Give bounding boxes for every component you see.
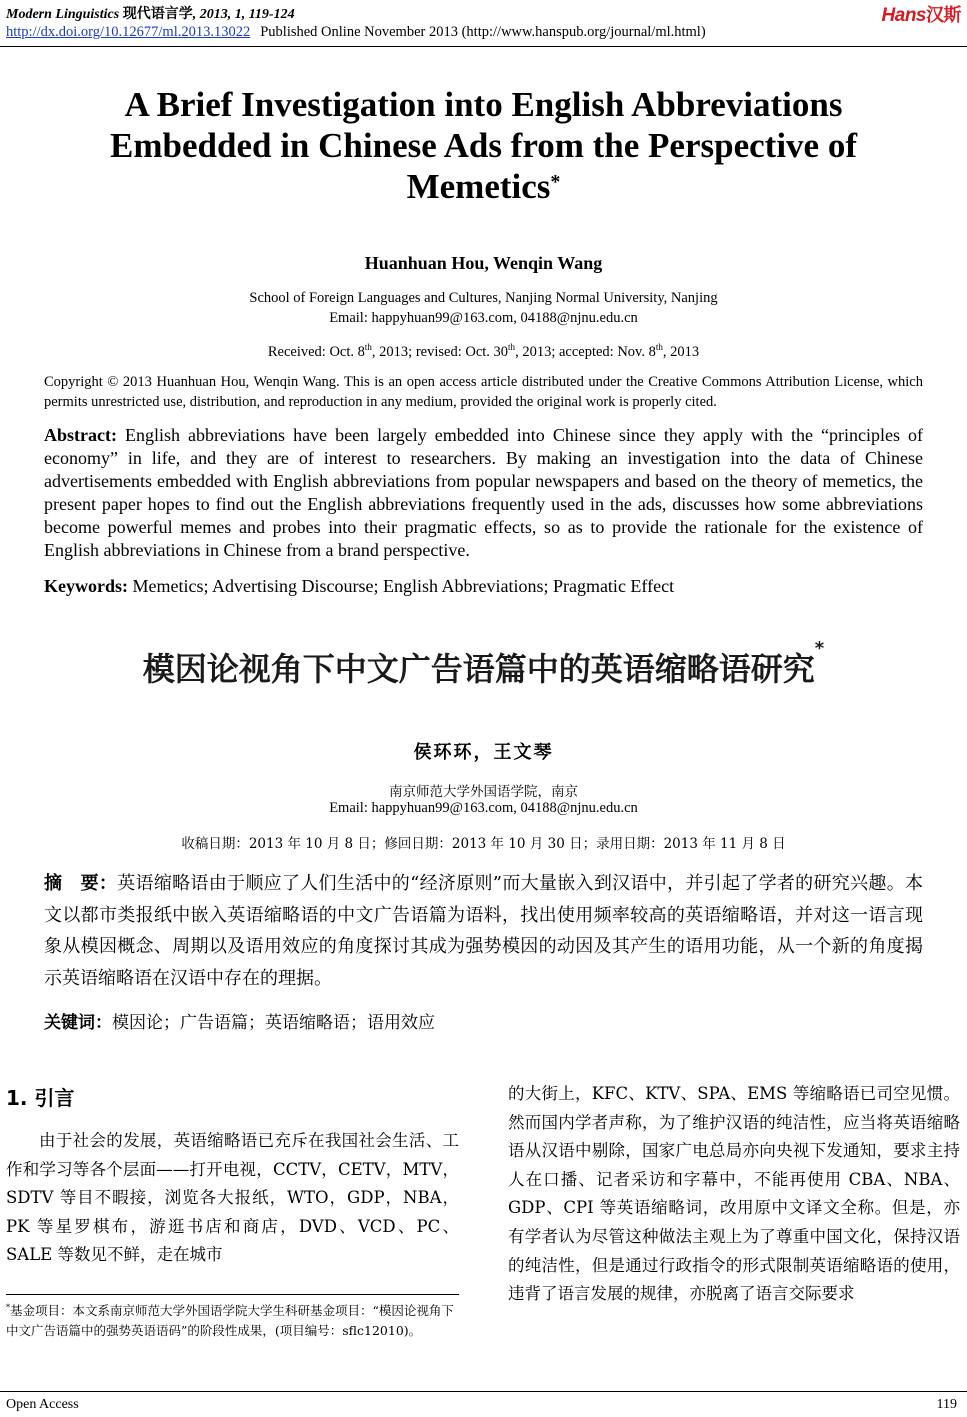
hans-logo [882,1,961,27]
published-online: Published Online November 2013 (http://www.hanspub.org/journal/ml.html) [260,24,706,40]
abstract-text: English abbreviations have been largely embedded into Chinese since they apply with the “principles of economy” in life, and they are of interest to researchers. By making an investigation into the data of Chinese advertisements embedded with English abbreviations from popular newspapers and based on the theory of memetics, the present paper hopes to find out the English abbreviations frequently used in the ads, discusses how some abbreviations become powerful memes and probes into their pragmatic effects, so as to provide the rationale for the existence of English abbreviations in Chinese from a brand perspective. [44,425,923,561]
keywords-label: Keywords: [44,576,128,596]
journal-name-cn: 现代语言学 [122,7,193,22]
title-line-3 [40,166,927,207]
chinese-keywords-text: 模因论；广告语篇；英语缩略语；语用效应 [112,1013,435,1033]
page-number: 119 [936,1397,957,1412]
title-line-3-text: Memetics [406,167,551,206]
chinese-keywords [44,1008,923,1033]
date-suffix: th [655,342,663,352]
date-suffix: th [508,342,516,352]
keywords-text: Memetics; Advertising Discourse; English Abbreviations; Pragmatic Effect [128,576,675,596]
chinese-dates: 收稿日期：2013 年 10 月 8 日；修回日期：2013 年 10 月 30 日；录用日期：2013 年 11 月 8 日 [181,836,786,852]
body-column-right: 的大街上，KFC、KTV、SPA、EMS 等缩略语已司空见惯。然而国内学者声称，为了维护汉语的纯洁性，应当将英语缩略语从汉语中剔除，国家广电总局亦向央视下发通知，要求主持人在口播、记者采访和字幕中，不能再使用 CBA、NBA、GDP、CPI 等英语缩略词，改用原中文译文全称。但是，亦有学者认为尽管这种做法主观上为了尊重中国文化，保持汉语的纯洁性，但是通过行政指令的形式限制英语缩略语的使用，违背了语言发展的规律，亦脱离了语言交际要求 [508,1084,960,1304]
chinese-abstract [44,868,923,994]
chinese-title [0,638,967,690]
footnote [6,1298,459,1341]
date-year: , 2013 [662,343,700,360]
authors: Huanhuan Hou, Wenqin Wang [364,253,603,273]
chinese-title-mark: * [814,638,825,659]
chinese-abstract-label: 摘 要： [44,873,118,894]
section-heading: 1. 引言 [6,1086,75,1110]
title-line-2: Embedded in Chinese Ads from the Perspective of [110,126,857,165]
keywords [44,576,923,597]
chinese-authors: 侯环环，王文琴 [413,742,554,763]
title-line-1: A Brief Investigation into English Abbreviations [124,85,843,124]
abstract-label: Abstract: [44,425,117,445]
chinese-abstract-text: 英语缩略语由于顺应了人们生活中的“经济原则”而大量嵌入到汉语中，并引起了学者的研究兴趣。本文以都市类报纸中嵌入英语缩略语的中文广告语篇为语料，找出使用频率较高的英语缩略语，并对这一语言现象从模因概念、周期以及语用效应的角度探讨其成为强势模因的动因及其产生的语用功能，从一个新的角度揭示英语缩略语在汉语中存在的理据。 [44,873,923,989]
title-footnote-mark: * [550,171,561,193]
date-revised: , 2013; revised: Oct. 30 [371,343,509,360]
abstract [44,424,923,563]
chinese-email: Email: happyhuan99@163.com, 04188@njnu.edu.cn [329,800,638,816]
footer-divider [0,1391,967,1392]
footnote-mark: * [6,1303,10,1312]
body-column-left: 由于社会的发展，英语缩略语已充斥在我国社会生活、工作和学习等各个层面——打开电视，CCTV，CETV，MTV，SDTV 等目不暇接，浏览各大报纸，WTO，GDP，NBA，PK 等星罗棋布，游逛书店和商店，DVD、VCD、PC、SALE 等数见不鲜，走在城市 [6,1131,459,1265]
journal-citation [6,3,295,23]
logo-text: Hans [881,5,926,26]
volume-info: , 2013, 1, 119-124 [192,7,295,22]
journal-name: Modern Linguistics [6,7,120,22]
chinese-keywords-label: 关键词： [44,1013,112,1033]
copyright-notice: Copyright © 2013 Huanhuan Hou, Wenqin Wang. This is an open access article distributed under the Creative Commons Attribution License, which permits unrestricted use, distribution, and reproduction in any medium, provided the original work is properly cited. [44,374,923,410]
received-dates [0,342,967,361]
date-suffix: th [364,342,372,352]
date-received: Received: Oct. 8 [267,343,365,360]
header-divider [0,46,967,47]
chinese-title-text: 模因论视角下中文广告语篇中的英语缩略语研究 [142,650,815,688]
paper-title [40,84,927,207]
chinese-affiliation: 南京师范大学外国语学院，南京 [389,784,578,800]
footnote-divider [6,1294,459,1295]
doi-line [6,24,706,41]
open-access-label: Open Access [6,1397,79,1412]
email: Email: happyhuan99@163.com, 04188@njnu.edu.cn [329,310,638,326]
doi-link[interactable]: http://dx.doi.org/10.12677/ml.2013.13022 [6,24,251,40]
affiliation: School of Foreign Languages and Cultures, Nanjing Normal University, Nanjing [249,290,718,306]
date-accepted: , 2013; accepted: Nov. 8 [515,343,656,360]
footnote-text: 基金项目：本文系南京师范大学外国语学院大学生科研基金项目：“模因论视角下中文广告语篇中的强势英语语码”的阶段性成果，(项目编号：sflc12010)。 [6,1303,454,1339]
logo-text-cn: 汉斯 [926,5,961,25]
